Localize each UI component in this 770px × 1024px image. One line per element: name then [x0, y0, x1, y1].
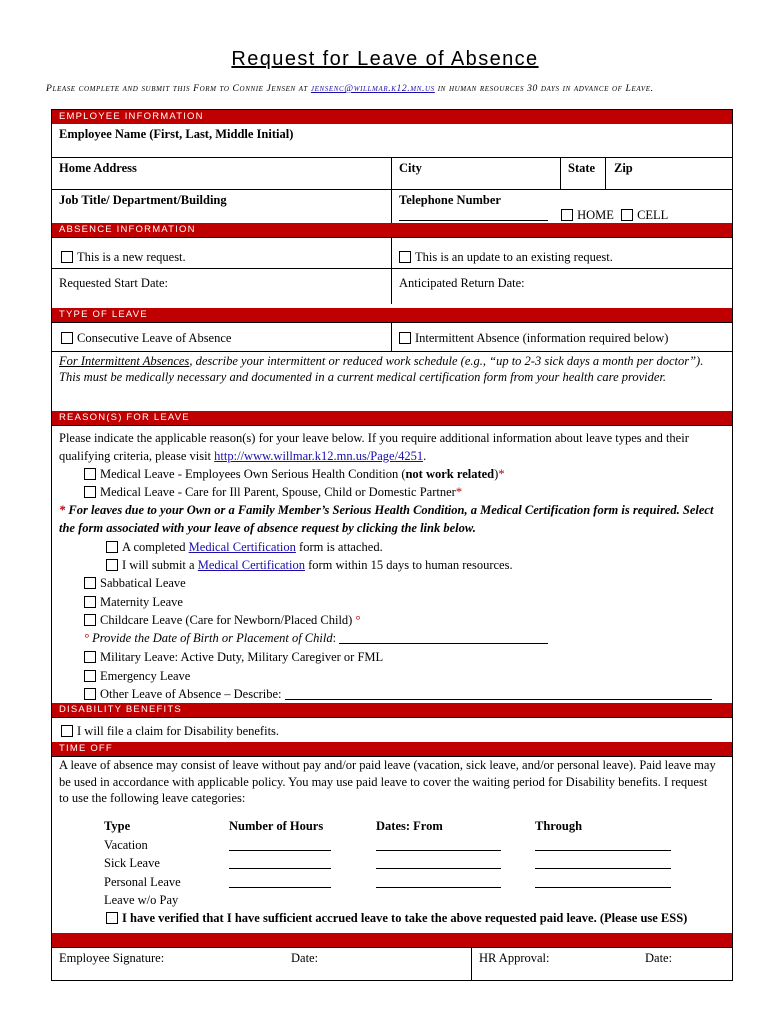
- sick-from-field[interactable]: [376, 857, 501, 869]
- consecutive-leave-checkbox[interactable]: [61, 332, 73, 344]
- cert-attached-text-b: form is attached.: [295, 540, 383, 554]
- medical-leave-family-checkbox[interactable]: [84, 486, 96, 498]
- time-off-text-2: be used in accordance with applicable policy. You may use paid leave to cover the waiting period for Disability benefits. I request: [59, 775, 708, 789]
- reasons-intro-text: qualifying criteria, please visit: [59, 449, 215, 463]
- maternity-label: Maternity Leave: [100, 595, 183, 609]
- sick-through-field[interactable]: [535, 857, 671, 869]
- col-header-dates-from: Dates: From: [376, 819, 443, 833]
- section-absence-information: ABSENCE INFORMATION: [52, 223, 732, 237]
- vacation-from-field[interactable]: [376, 839, 501, 851]
- emergency-checkbox[interactable]: [84, 670, 96, 682]
- city-label: City: [399, 161, 422, 175]
- personal-from-field[interactable]: [376, 876, 501, 888]
- childcare-option: [84, 612, 360, 628]
- reasons-intro-line-1: Please indicate the applicable reason(s) for your leave below. If you require additional information about leave types and their: [59, 431, 689, 445]
- telephone-label: Telephone Number: [399, 193, 501, 207]
- verify-leave-option: [106, 910, 687, 926]
- cert-submit-text-b: form within 15 days to human resources.: [304, 558, 513, 572]
- dob-placement-field[interactable]: [339, 632, 548, 644]
- military-checkbox[interactable]: [84, 651, 96, 663]
- medical-leave-family-label: Medical Leave - Care for Ill Parent, Spouse, Child or Domestic Partner: [100, 485, 456, 499]
- reasons-intro-period: .: [423, 449, 427, 463]
- intermittent-absence-checkbox[interactable]: [399, 332, 411, 344]
- signature-bar: [52, 933, 732, 947]
- maternity-checkbox[interactable]: [84, 596, 96, 608]
- col-header-type: Type: [104, 819, 131, 833]
- leave-row-label: Sick Leave: [104, 856, 160, 870]
- degree-mark: °: [84, 631, 89, 645]
- state-label: State: [568, 161, 596, 175]
- intermittent-absence-option: [399, 330, 668, 346]
- time-off-text-3: to use the following leave categories:: [59, 791, 246, 805]
- certification-note-line-2: the form associated with your leave of absence request by clicking the link below.: [59, 521, 476, 535]
- col-header-through: Through: [535, 819, 583, 833]
- cert-submit-text-a: I will submit a: [122, 558, 198, 572]
- disability-claim-option: [61, 723, 279, 739]
- other-leave-checkbox[interactable]: [84, 688, 96, 700]
- required-asterisk: *: [455, 485, 463, 499]
- medical-certification-link[interactable]: Medical Certification: [197, 558, 305, 572]
- intermittent-note-line-1: [59, 353, 703, 369]
- home-phone-checkbox[interactable]: [561, 209, 573, 221]
- other-leave-description-field[interactable]: [285, 688, 712, 700]
- certification-asterisk: *: [59, 503, 66, 517]
- military-label: Military Leave: Active Duty, Military Caregiver or FML: [100, 650, 384, 664]
- medical-leave-paren: ): [494, 467, 499, 481]
- leave-row-label: Personal Leave: [104, 875, 181, 889]
- disability-claim-label: I will file a claim for Disability benefits.: [77, 724, 280, 738]
- verify-leave-checkbox[interactable]: [106, 912, 118, 924]
- telephone-field[interactable]: [399, 209, 548, 221]
- cert-attached-option: [106, 539, 383, 555]
- other-leave-option: [84, 686, 712, 702]
- vacation-hours-field[interactable]: [229, 839, 331, 851]
- cert-submit-checkbox[interactable]: [106, 559, 118, 571]
- intermittent-note-text-1: , describe your intermittent or reduced work schedule (e.g., “up to 2-3 sick days a month per doctor”).: [189, 354, 704, 368]
- update-request-label: This is an update to an existing request.: [415, 250, 613, 264]
- section-time-off: TIME OFF: [52, 742, 732, 756]
- other-leave-label: Other Leave of Absence – Describe:: [100, 687, 282, 701]
- section-type-of-leave: TYPE OF LEAVE: [52, 308, 732, 322]
- dob-placement-row: [84, 630, 548, 646]
- sick-hours-field[interactable]: [229, 857, 331, 869]
- leave-info-url-link[interactable]: http://www.willmar.k12.mn.us/Page/4251: [214, 449, 424, 463]
- childcare-checkbox[interactable]: [84, 614, 96, 626]
- disability-claim-checkbox[interactable]: [61, 725, 73, 737]
- hr-date-label[interactable]: Date:: [645, 951, 673, 965]
- section-disability-benefits: DISABILITY BENEFITS: [52, 703, 732, 717]
- personal-through-field[interactable]: [535, 876, 671, 888]
- time-off-text-1: A leave of absence may consist of leave without pay and/or paid leave (vacation, sick leave, and/or personal leave). Paid leave may: [59, 758, 716, 772]
- degree-mark: °: [355, 613, 361, 627]
- sabbatical-label: Sabbatical Leave: [100, 576, 186, 590]
- new-request-checkbox[interactable]: [61, 251, 73, 263]
- certification-note-line-1: [59, 502, 713, 518]
- military-option: [84, 649, 383, 665]
- medical-leave-own-checkbox[interactable]: [84, 468, 96, 480]
- section-employee-information: EMPLOYEE INFORMATION: [52, 110, 732, 124]
- verify-leave-label: I have verified that I have sufficient accrued leave to take the above requested paid leave. (Please use ESS): [122, 911, 688, 925]
- reasons-intro-line-2: [59, 448, 426, 464]
- new-request-option: [61, 249, 186, 265]
- certification-note-text-1: For leaves due to your Own or a Family Member’s Serious Health Condition, a Medical Certification form is required. Select: [65, 503, 714, 517]
- intermittent-note-line-2: This must be medically necessary and documented in a current medical certification form from your health care provider.: [59, 370, 667, 384]
- medical-certification-link[interactable]: Medical Certification: [188, 540, 296, 554]
- phone-type-row: [399, 207, 668, 223]
- leave-request-form: [51, 109, 733, 981]
- medical-leave-own-label: Medical Leave - Employees Own Serious Health Condition (: [100, 467, 406, 481]
- cell-phone-checkbox[interactable]: [621, 209, 633, 221]
- home-address-label: Home Address: [59, 161, 137, 175]
- new-request-label: This is a new request.: [77, 250, 186, 264]
- cell-phone-label: CELL: [637, 208, 669, 222]
- emergency-option: [84, 668, 190, 684]
- employee-date-label[interactable]: Date:: [291, 951, 319, 965]
- medical-leave-own-option: [84, 466, 505, 482]
- update-request-checkbox[interactable]: [399, 251, 411, 263]
- dob-colon: :: [332, 631, 337, 645]
- not-work-related-text: not work related: [405, 467, 495, 481]
- leave-row-label: Leave w/o Pay: [104, 893, 179, 907]
- maternity-option: [84, 594, 183, 610]
- emergency-label: Emergency Leave: [100, 669, 191, 683]
- personal-hours-field[interactable]: [229, 876, 331, 888]
- form-title: Request for Leave of Absence: [231, 48, 539, 70]
- vacation-through-field[interactable]: [535, 839, 671, 851]
- cert-submit-option: [106, 557, 513, 573]
- col-header-hours: Number of Hours: [229, 819, 324, 833]
- medical-leave-family-option: [84, 484, 462, 500]
- employee-name-label: Employee Name (First, Last, Middle Initial): [59, 127, 294, 141]
- cert-attached-checkbox[interactable]: [106, 541, 118, 553]
- sabbatical-checkbox[interactable]: [84, 577, 96, 589]
- consecutive-leave-option: [61, 330, 231, 346]
- employee-signature-label[interactable]: Employee Signature:: [59, 951, 165, 965]
- childcare-label: Childcare Leave (Care for Newborn/Placed Child): [100, 613, 356, 627]
- consecutive-leave-label: Consecutive Leave of Absence: [77, 331, 232, 345]
- form-instructions: [46, 81, 736, 96]
- hr-approval-label[interactable]: HR Approval:: [479, 951, 550, 965]
- hr-email-link[interactable]: jensenc@willmar.k12.mn.us: [310, 83, 435, 94]
- sabbatical-option: [84, 575, 186, 591]
- home-phone-label: HOME: [577, 208, 614, 222]
- job-title-label: Job Title/ Department/Building: [59, 193, 227, 207]
- anticipated-return-date-label: Anticipated Return Date:: [399, 276, 525, 290]
- requested-start-date-label: Requested Start Date:: [59, 276, 168, 290]
- dob-placement-label: Provide the Date of Birth or Placement of Child: [89, 631, 333, 645]
- intro-text-2: in human resources 30 days in advance of Leave.: [434, 83, 654, 94]
- cert-attached-text-a: A completed: [122, 540, 189, 554]
- intermittent-note-heading: For Intermittent Absences: [59, 354, 190, 368]
- leave-row-label: Vacation: [104, 838, 148, 852]
- update-request-option: [399, 249, 613, 265]
- zip-label: Zip: [614, 161, 633, 175]
- required-asterisk: *: [498, 467, 505, 481]
- intermittent-absence-label: Intermittent Absence (information required below): [415, 331, 669, 345]
- section-reasons-for-leave: REASON(S) FOR LEAVE: [52, 411, 732, 425]
- intro-text-1: Please complete and submit this Form to Connie Jensen at: [46, 83, 311, 94]
